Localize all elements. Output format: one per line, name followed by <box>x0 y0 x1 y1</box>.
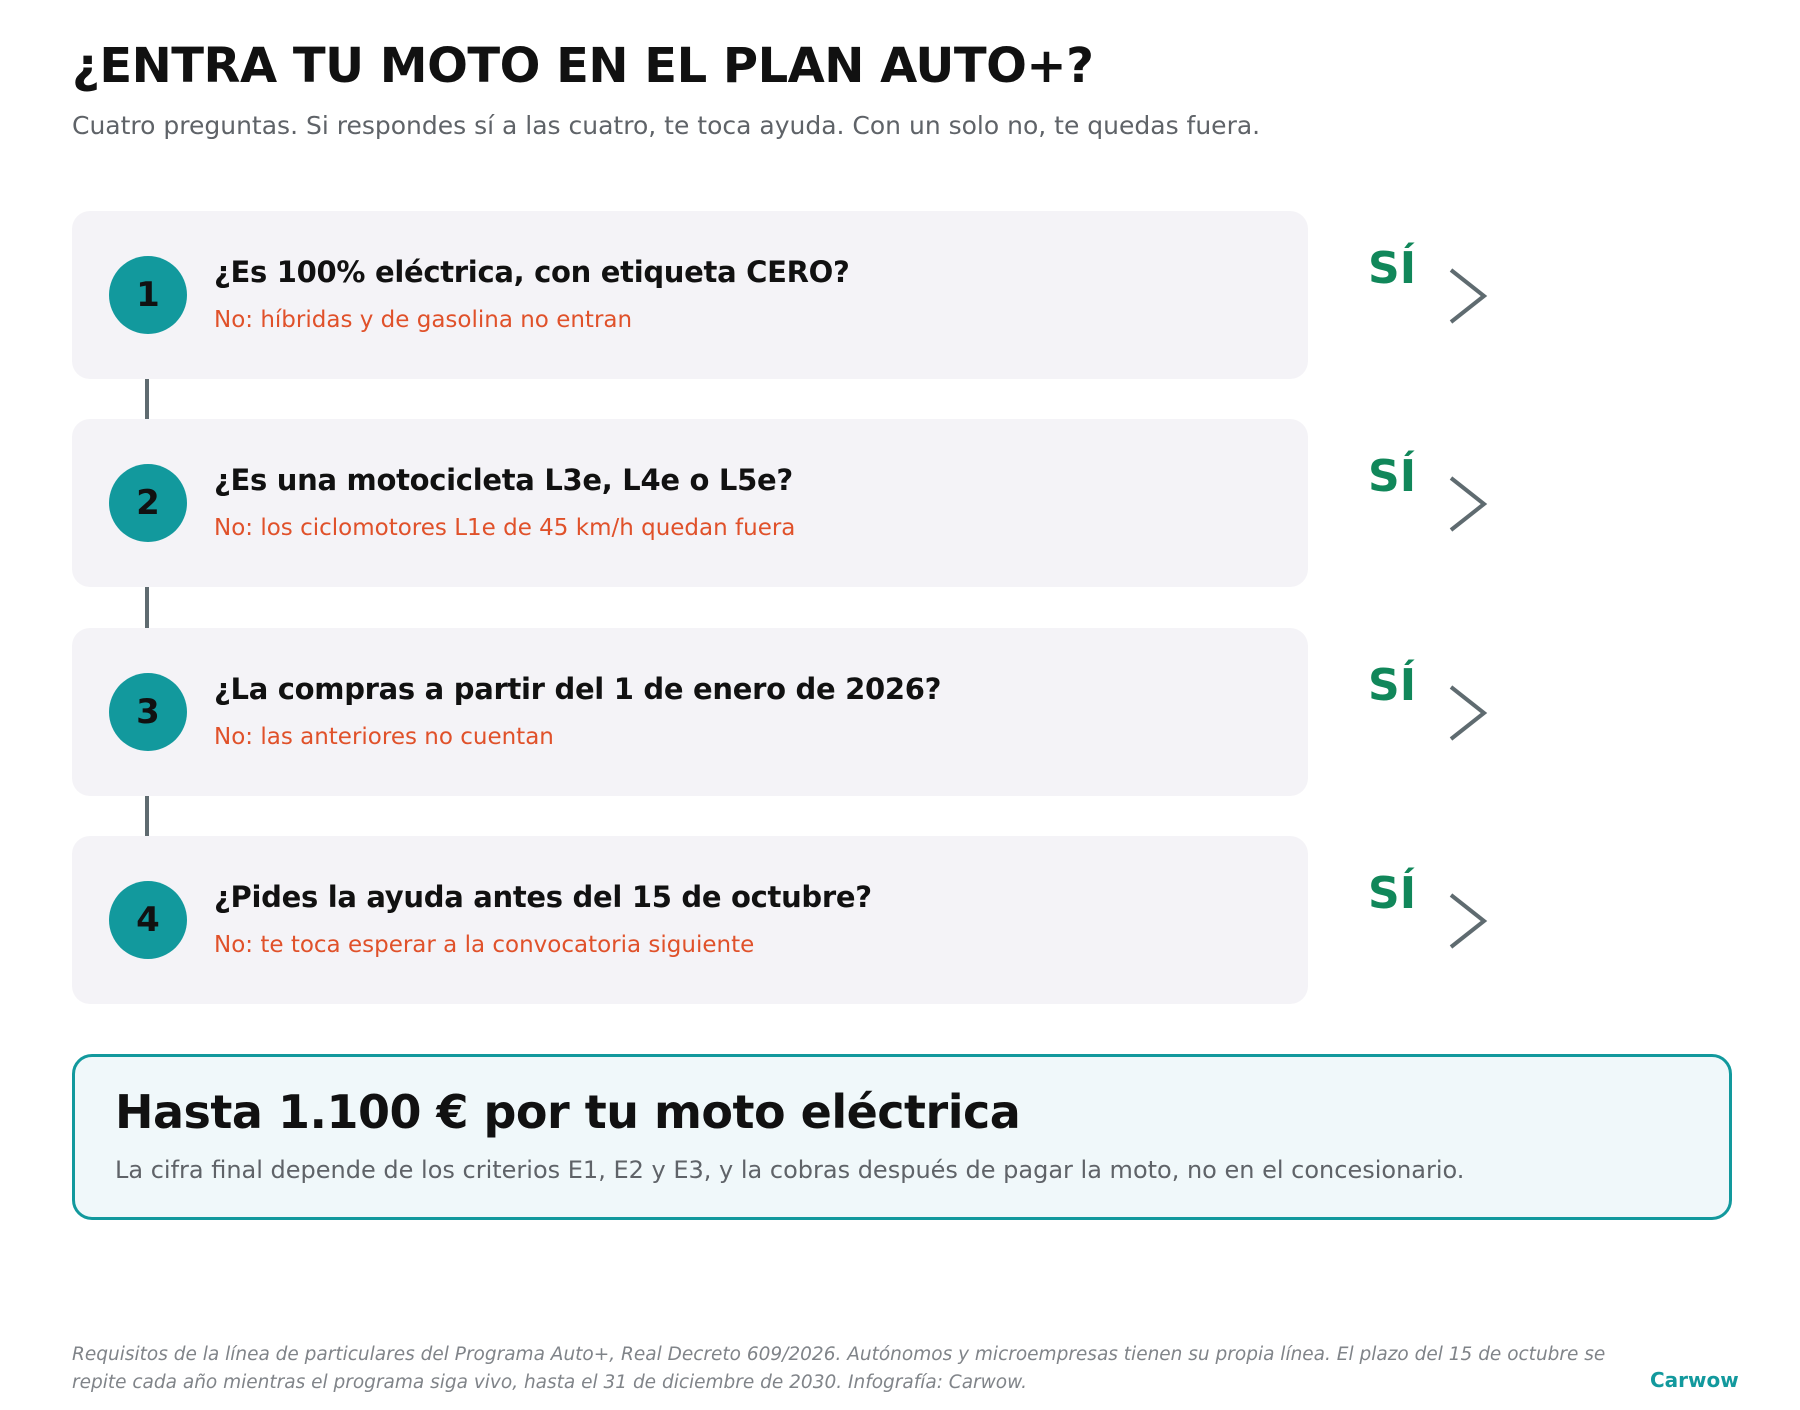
step-card-4 <box>72 836 1308 1004</box>
footnote: Requisitos de la línea de particulares del Programa Auto+, Real Decreto 609/2026. Autónomos y microempresas tienen su propia línea. El plazo del 15 de octubre se repite cada año mientras el programa siga vivo, hasta el 31 de diciembre de 2030. Infografía: Carwow. <box>72 1344 1606 1393</box>
chevron-right-icon <box>1446 266 1490 326</box>
chevron-right-icon <box>1446 683 1490 743</box>
step-connector-2-3 <box>145 586 149 628</box>
step-question: ¿Es una motocicleta L3e, L4e o L5e? <box>214 463 793 497</box>
step-connector-3-4 <box>145 794 149 836</box>
step-number-badge: 3 <box>109 673 187 751</box>
summary-box <box>72 1054 1732 1220</box>
page-title: ¿ENTRA TU MOTO EN EL PLAN AUTO+? <box>72 38 1094 94</box>
step-question: ¿La compras a partir del 1 de enero de 2026? <box>214 672 942 706</box>
step-answer-yes-3: SÍ <box>1368 660 1417 711</box>
step-card-1 <box>72 211 1308 379</box>
step-card-2 <box>72 419 1308 587</box>
step-answer-yes-4: SÍ <box>1368 868 1417 919</box>
step-no-note: No: híbridas y de gasolina no entran <box>214 307 633 333</box>
summary-title: Hasta 1.100 € por tu moto eléctrica <box>115 1085 1021 1139</box>
step-connector-1-2 <box>145 377 149 419</box>
step-number-badge: 2 <box>109 464 187 542</box>
step-no-note: No: los ciclomotores L1e de 45 km/h quedan fuera <box>214 515 796 541</box>
step-answer-yes-2: SÍ <box>1368 451 1417 502</box>
step-no-note: No: las anteriores no cuentan <box>214 724 554 750</box>
page-subtitle: Cuatro preguntas. Si respondes sí a las cuatro, te toca ayuda. Con un solo no, te quedas fuera. <box>72 111 1261 140</box>
brand-credit: Carwow <box>1650 1368 1739 1392</box>
chevron-right-icon <box>1446 891 1490 951</box>
summary-text: La cifra final depende de los criterios E1, E2 y E3, y la cobras después de pagar la moto, no en el concesionario. <box>115 1156 1465 1184</box>
step-number-badge: 4 <box>109 881 187 959</box>
step-question: ¿Es 100% eléctrica, con etiqueta CERO? <box>214 255 850 289</box>
chevron-right-icon <box>1446 474 1490 534</box>
step-no-note: No: te toca esperar a la convocatoria siguiente <box>214 932 755 958</box>
step-card-3 <box>72 628 1308 796</box>
step-answer-yes-1: SÍ <box>1368 243 1417 294</box>
step-number-badge: 1 <box>109 256 187 334</box>
step-question: ¿Pides la ayuda antes del 15 de octubre? <box>214 880 872 914</box>
